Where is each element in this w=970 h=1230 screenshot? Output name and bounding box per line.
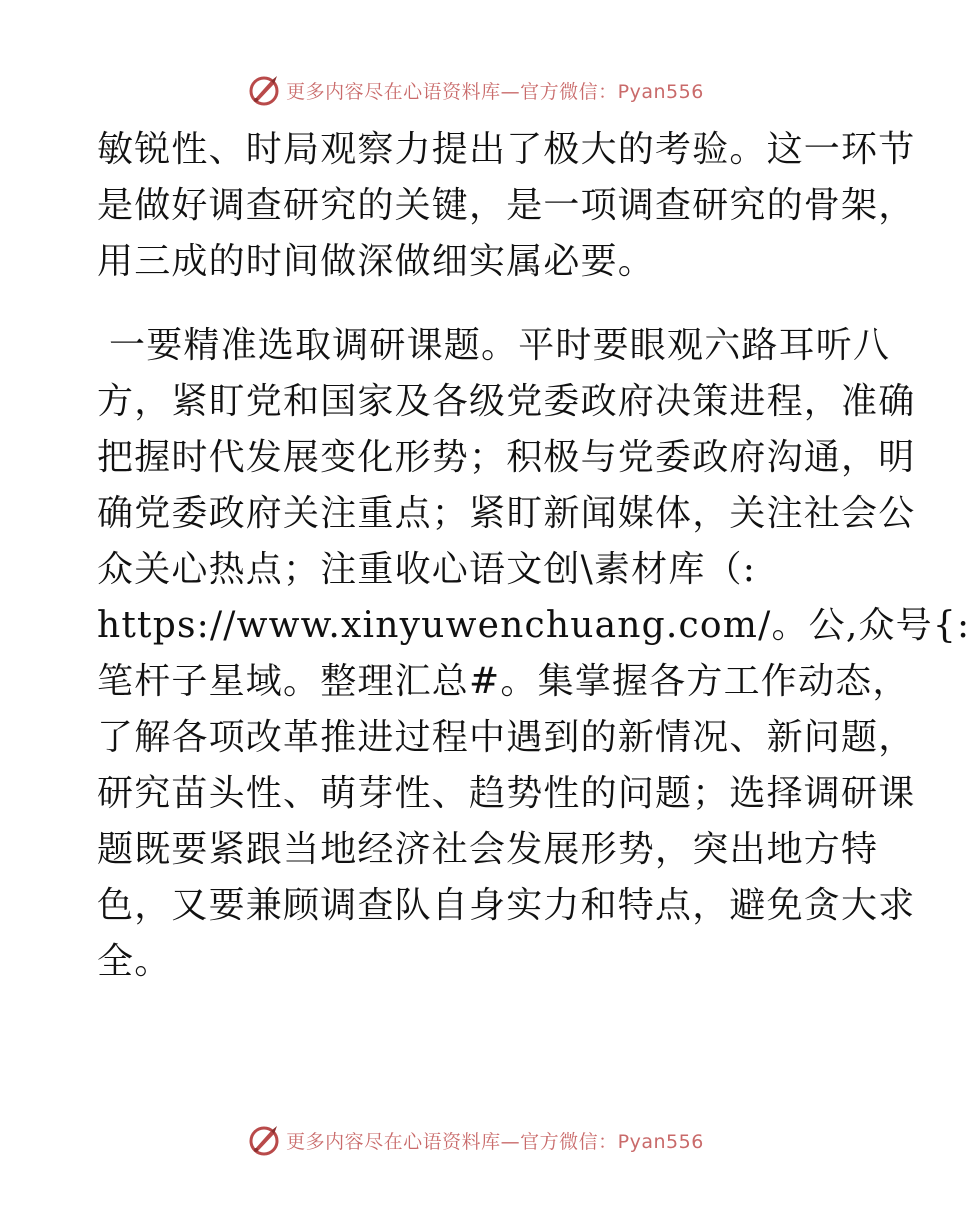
url-text-line: https://www.xinyuwenchuang.com/。公,众号{: (97, 605, 970, 646)
text-line: 色，又要兼顾调查队自身实力和特点，避免贪大求 (97, 885, 916, 926)
text-line: 一要精准选取调研课题。平时要眼观六路耳听八 (109, 325, 891, 366)
watermark-text: 更多内容尽在心语资料库—官方微信：Pyan556 (286, 1130, 704, 1153)
paragraph-1 (97, 122, 916, 290)
footer-watermark-banner (0, 1118, 950, 1162)
text-line: 是做好调查研究的关键，是一项调查研究的骨架， (97, 185, 916, 226)
watermark-text: 更多内容尽在心语资料库—官方微信：Pyan556 (286, 80, 704, 103)
quill-pen-logo-icon (246, 1122, 282, 1158)
text-line: 研究苗头性、萌芽性、趋势性的问题；选择调研课 (97, 773, 916, 814)
text-line: 题既要紧跟当地经济社会发展形势，突出地方特 (97, 829, 879, 870)
text-line: 把握时代发展变化形势；积极与党委政府沟通，明 (97, 437, 916, 478)
header-watermark-banner (0, 68, 950, 112)
text-line: 敏锐性、时局观察力提出了极大的考验。这一环节 (97, 129, 916, 170)
document-body (97, 122, 970, 990)
text-line: 众关心热点；注重收心语文创\素材库（: (97, 549, 757, 590)
text-line: 笔杆子星域。整理汇总#。集掌握各方工作动态， (97, 661, 910, 702)
text-line: 确党委政府关注重点；紧盯新闻媒体，关注社会公 (97, 493, 916, 534)
paragraph-2 (97, 318, 970, 990)
quill-pen-logo-icon (246, 72, 282, 108)
text-line: 用三成的时间做深做细实属必要。 (97, 241, 656, 282)
text-line: 方，紧盯党和国家及各级党委政府决策进程，准确 (97, 381, 916, 422)
text-line: 全。 (97, 941, 172, 982)
text-line: 了解各项改革推进过程中遇到的新情况、新问题， (97, 717, 916, 758)
